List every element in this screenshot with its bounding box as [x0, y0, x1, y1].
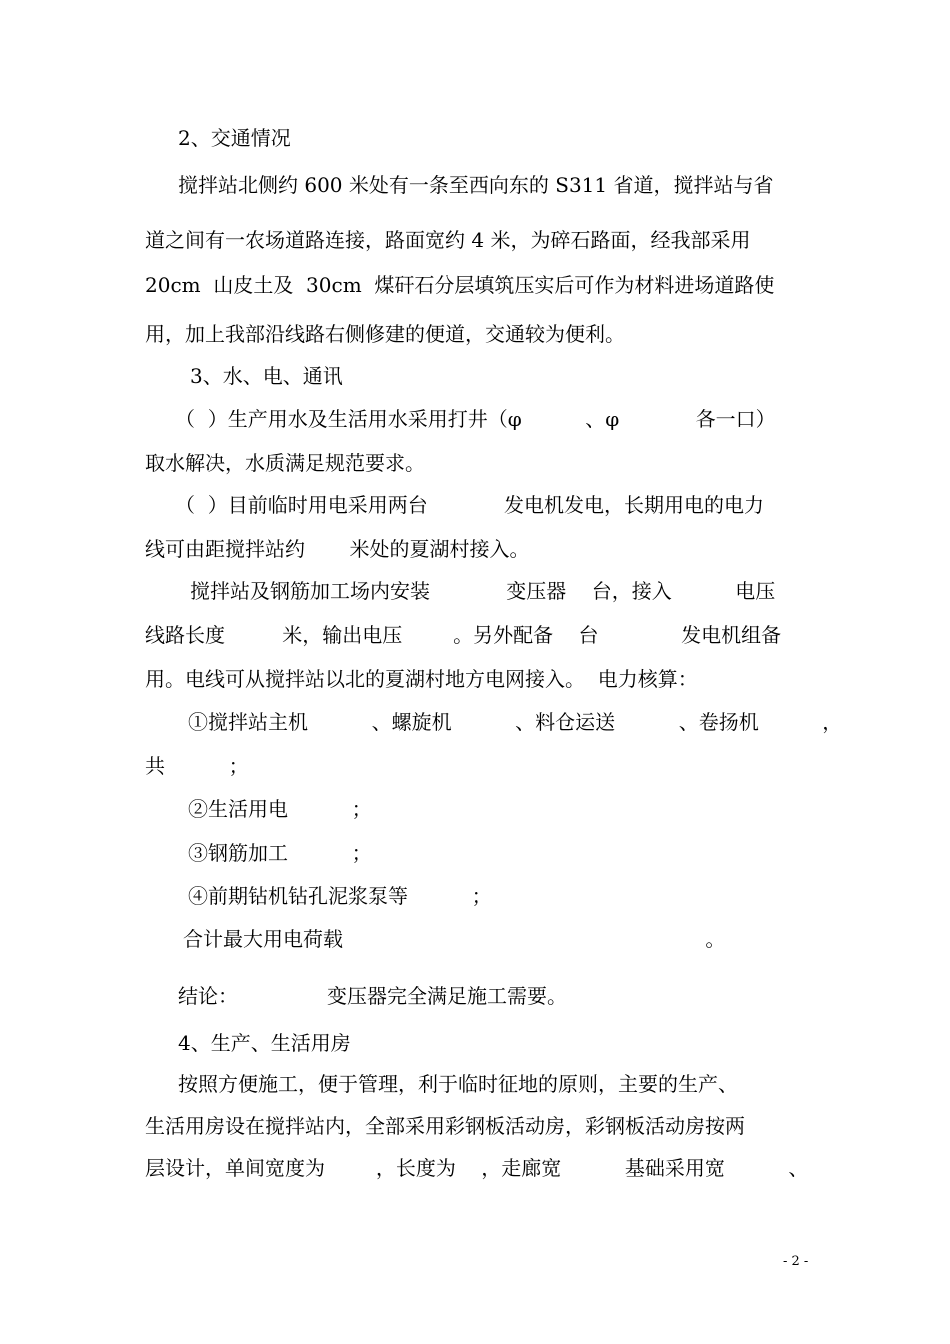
list-item: ②生活用电 ；: [188, 797, 372, 821]
paragraph-line: 20cm 山皮土及 30cm 煤矸石分层填筑压实后可作为材料进场道路使: [145, 273, 775, 297]
total-load-line: 合计最大用电荷载 。: [183, 927, 726, 951]
conclusion-line: 结论： 变压器完全满足施工需要。: [178, 984, 568, 1008]
paragraph-line: 道之间有一农场道路连接，路面宽约 4 米，为碎石路面，经我部采用: [145, 228, 751, 252]
list-item-continuation: 共 ；: [145, 754, 249, 778]
paragraph-line: 线可由距搅拌站约 米处的夏湖村接入。: [145, 537, 530, 561]
list-item: ④前期钻机钻孔泥浆泵等 ；: [188, 884, 492, 908]
paragraph-line: 层设计，单间宽度为 ，长度为 ，走廊宽 基础采用宽 、: [145, 1156, 809, 1180]
heading-traffic: 2、交通情况: [178, 126, 291, 150]
paragraph-line: （ ）生产用水及生活用水采用打井（φ 、φ 各一口）: [175, 407, 776, 431]
paragraph-line: 线路长度 米，输出电压 。另外配备 台 发电机组备: [145, 623, 782, 647]
paragraph-line: 搅拌站及钢筋加工场内安装 变压器 台，接入 电压: [190, 579, 776, 603]
heading-housing: 4、生产、生活用房: [178, 1031, 351, 1055]
paragraph-line: 用，加上我部沿线路右侧修建的便道，交通较为便利。: [145, 322, 625, 346]
list-item: ③钢筋加工 ；: [188, 841, 372, 865]
paragraph-line: （ ）目前临时用电采用两台 发电机发电，长期用电的电力: [175, 493, 765, 517]
paragraph-line: 用。电线可从搅拌站以北的夏湖村地方电网接入。 电力核算：: [145, 667, 698, 691]
paragraph-line: 生活用房设在搅拌站内，全部采用彩钢板活动房，彩钢板活动房按两: [145, 1114, 745, 1138]
page-number: - 2 -: [783, 1254, 809, 1269]
list-item: ①搅拌站主机 、螺旋机 、料仓运送 、卷扬机 ，: [188, 710, 843, 734]
paragraph-line: 按照方便施工，便于管理，利于临时征地的原则，主要的生产、: [178, 1072, 738, 1096]
paragraph-line: 搅拌站北侧约 600 米处有一条至西向东的 S311 省道，搅拌站与省: [178, 173, 774, 197]
heading-utilities: 3、水、电、通讯: [190, 364, 343, 388]
paragraph-line: 取水解决，水质满足规范要求。: [145, 451, 425, 475]
